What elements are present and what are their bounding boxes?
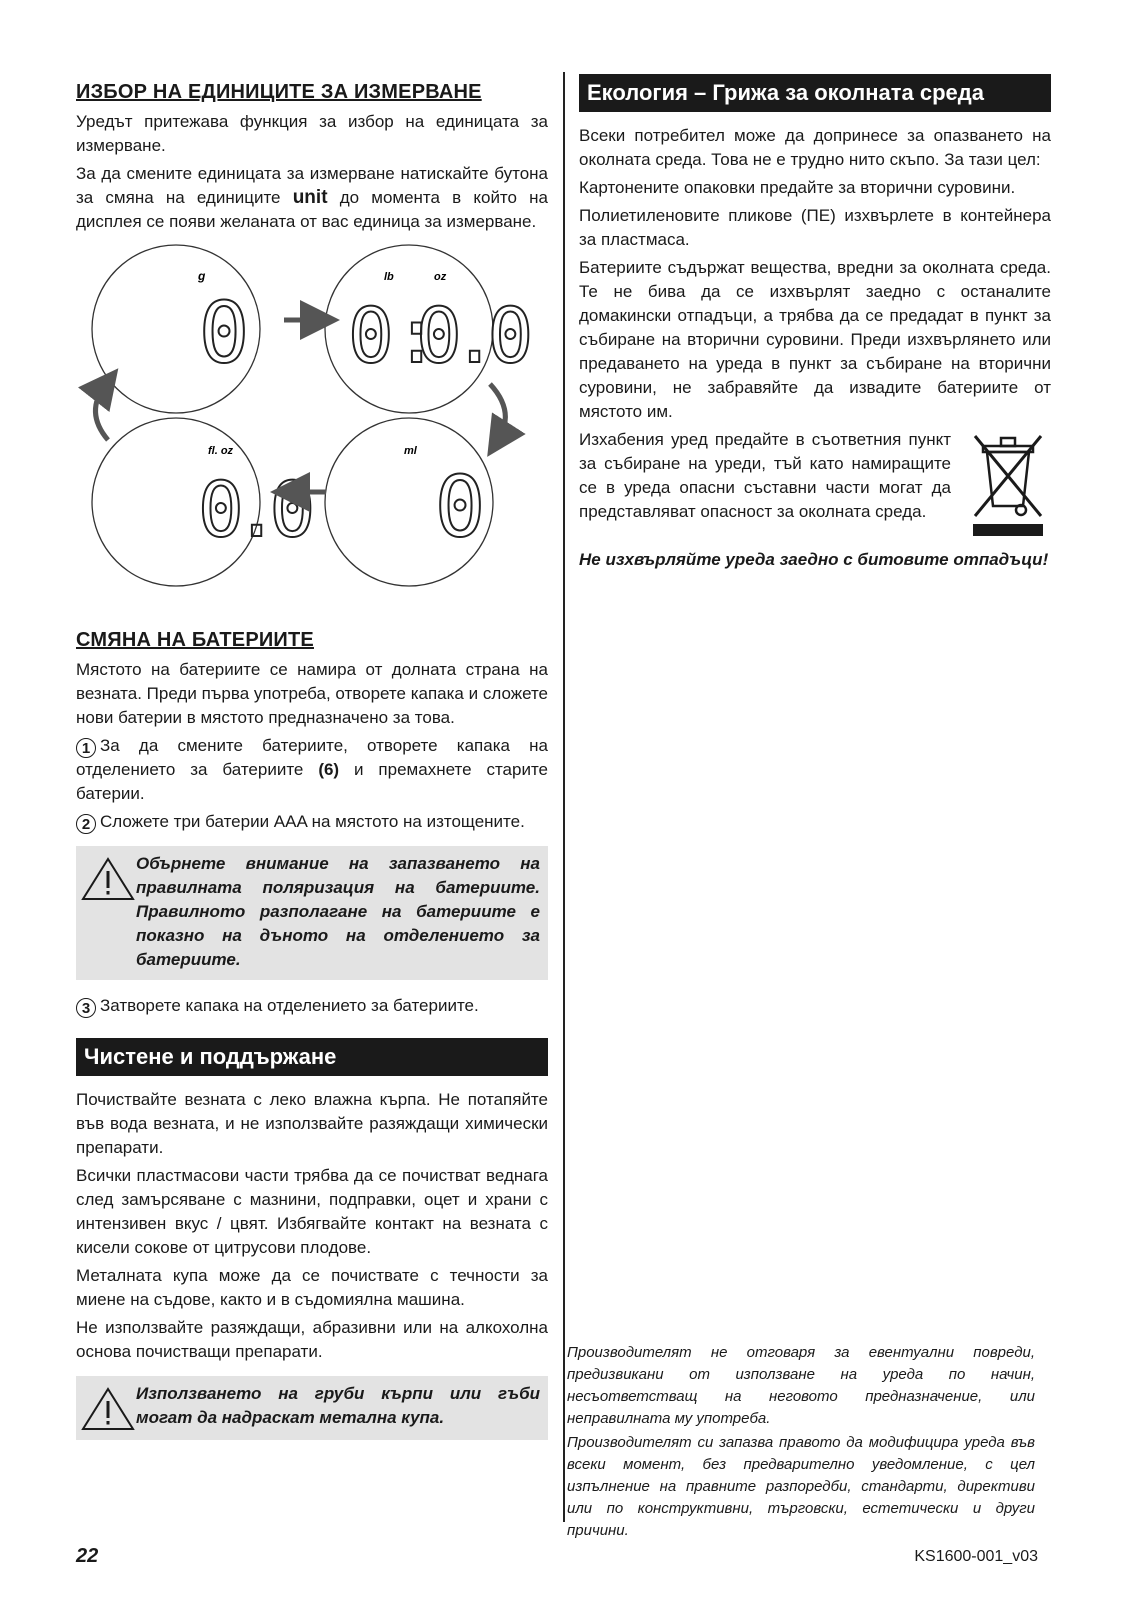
ml-value: 0 <box>434 458 486 556</box>
battery-step-2 <box>76 810 548 834</box>
display-fl-oz <box>92 418 311 586</box>
manufacturer-footnote <box>567 1342 1035 1544</box>
column-divider <box>563 72 565 1522</box>
page-number: 22 <box>76 1545 99 1567</box>
battery-warning-box <box>76 846 548 980</box>
cleaning-warning-box <box>76 1376 548 1440</box>
display-grams <box>92 245 260 413</box>
oz-label: oz <box>434 271 447 283</box>
units-heading: ИЗБОР НА ЕДИНИЦИТЕ ЗА ИЗМЕРВАНЕ <box>76 81 482 103</box>
unit-button-label: unit <box>292 187 328 208</box>
display-lb-oz <box>325 245 529 413</box>
curved-arrow-icon <box>490 384 505 440</box>
units-text-a: За да смените единицата за измерване натискайте бутона за смяна на единиците <box>76 164 548 207</box>
oz-value: 0.0 <box>416 291 524 380</box>
step-number: 2 <box>76 814 96 834</box>
cleaning-paragraph-2: Всички пластмасови части трябва да се почистват веднага след замърсяване с мазнини, подправки, оцет и храни с интензивен вкус / цвят. Избягвайте контакт на везната с кисели сокове от цитрусови плодове. <box>76 1166 548 1257</box>
ecology-paragraph-2: Картонените опаковки предайте за вторични суровини. <box>579 178 1016 197</box>
ecology-paragraph-4: Батериите съдържат вещества, вредни за околната среда. Те не бива да се изхвърлят заедно с останалите домакински отпадъци, а трябва да се предадат в пункт за събиране на вторични суровини. Преди изхвърлянето или предаването на уреда в пункт за събиране на вторични суровини, не забравяйте да извадите батериите от мястото им. <box>579 258 1051 421</box>
footnote-2: Производителят си запазва правото да модифицира уреда във всеки момент, без предварително уведомление, с цел изпълнение на правните разпоредби, стандарти, директиви или по конструктивни, търговски, естетически и други причини. <box>567 1434 1035 1539</box>
step-number: 3 <box>76 998 96 1018</box>
curved-arrow-icon <box>95 384 108 440</box>
floz-value: 0.0 <box>198 465 306 554</box>
units-text-b: до момента в който на дисплея се появи желаната от вас единица за измерване. <box>76 188 549 231</box>
step-number: 1 <box>76 738 96 758</box>
step1-text-b: и премахнете старите батерии. <box>76 760 548 803</box>
battery-paragraph: Мястото на батериите се намира от долната страна на везната. Преди първа употреба, отворете капака и сложете нови батерии в мястото предназначено за това. <box>76 660 549 727</box>
weee-row <box>579 428 1051 538</box>
cleaning-heading: Чистене и поддържане <box>76 1038 548 1076</box>
cleaning-paragraph-1: Почиствайте везната с леко влажна кърпа. Не потапяйте във вода везната, и не използвайте разяждащи химически препарати. <box>76 1090 548 1157</box>
ecology-heading: Екология – Грижа за околната среда <box>579 74 1051 112</box>
battery-heading: СМЯНА НА БАТЕРИИТЕ <box>76 629 314 651</box>
grams-value: 0 <box>198 284 250 382</box>
step1-ref: (6) <box>318 760 340 779</box>
display-ml <box>325 418 493 586</box>
units-paragraph-1: Уредът притежава функция за избор на единицата за измерване. <box>76 112 548 155</box>
ml-label: ml <box>404 445 417 457</box>
warning-triangle-icon <box>80 852 136 902</box>
lb-value: 0: <box>348 291 440 380</box>
right-column <box>579 70 1051 576</box>
units-paragraph-2 <box>76 162 548 234</box>
cleaning-paragraph-3: Металната купа може да се почиствате с течности за миене на съдове, както и в съдомиялна машина. <box>76 1266 548 1309</box>
grams-label: g <box>198 269 206 283</box>
ecology-warning: Не изхвърляйте уреда заедно с битовите отпадъци! <box>579 550 1049 569</box>
battery-warning-text: Обърнете внимание на запазването на правилната поляризация на батериите. Правилното разполагане на батериите е показно на дъното на отделението за батериите. <box>136 854 540 969</box>
crossed-bin-icon <box>965 428 1051 538</box>
cleaning-paragraph-4: Не използвайте разяждащи, абразивни или на алкохолна основа почистващи препарати. <box>76 1318 548 1361</box>
ecology-paragraph-1: Всеки потребител може да допринесе за опазването на околната среда. Това не е трудно нито скъпо. За тази цел: <box>579 126 1051 169</box>
battery-step-3 <box>76 994 548 1018</box>
lb-label: lb <box>384 271 394 283</box>
left-column <box>76 70 548 1454</box>
battery-step-1 <box>76 734 548 806</box>
step1-text-a: За да смените батериите, отворете капака на отделението за батериите <box>76 736 548 779</box>
floz-label: fl. oz <box>208 445 234 457</box>
footnote-1: Производителят не отговаря за евентуални повреди, предизвикани от използване на уреда по начин, несъответстващ на неговото предназначение, или неправилната му употреба. <box>567 1344 1035 1427</box>
ecology-paragraph-3: Полиетиленовите пликове (ПЕ) изхвърлете в контейнера за пластмаса. <box>579 206 1051 249</box>
step3-text: Затворете капака на отделението за батериите. <box>100 996 479 1015</box>
warning-triangle-icon <box>80 1382 136 1432</box>
unit-cycle-diagram <box>76 244 548 589</box>
cleaning-warning-text: Използването на груби кърпи или гъби могат да надраскат метална купа. <box>136 1384 540 1427</box>
document-code: KS1600-001_v03 <box>914 1548 1038 1565</box>
ecology-paragraph-5: Изхабения уред предайте в съответния пункт за събиране на уреди, тъй като намиращите се в уреда опасни съставни части могат да представляват опасност за околната среда. <box>579 430 951 521</box>
step2-text: Сложете три батерии AAA на мястото на изтощените. <box>100 812 525 831</box>
